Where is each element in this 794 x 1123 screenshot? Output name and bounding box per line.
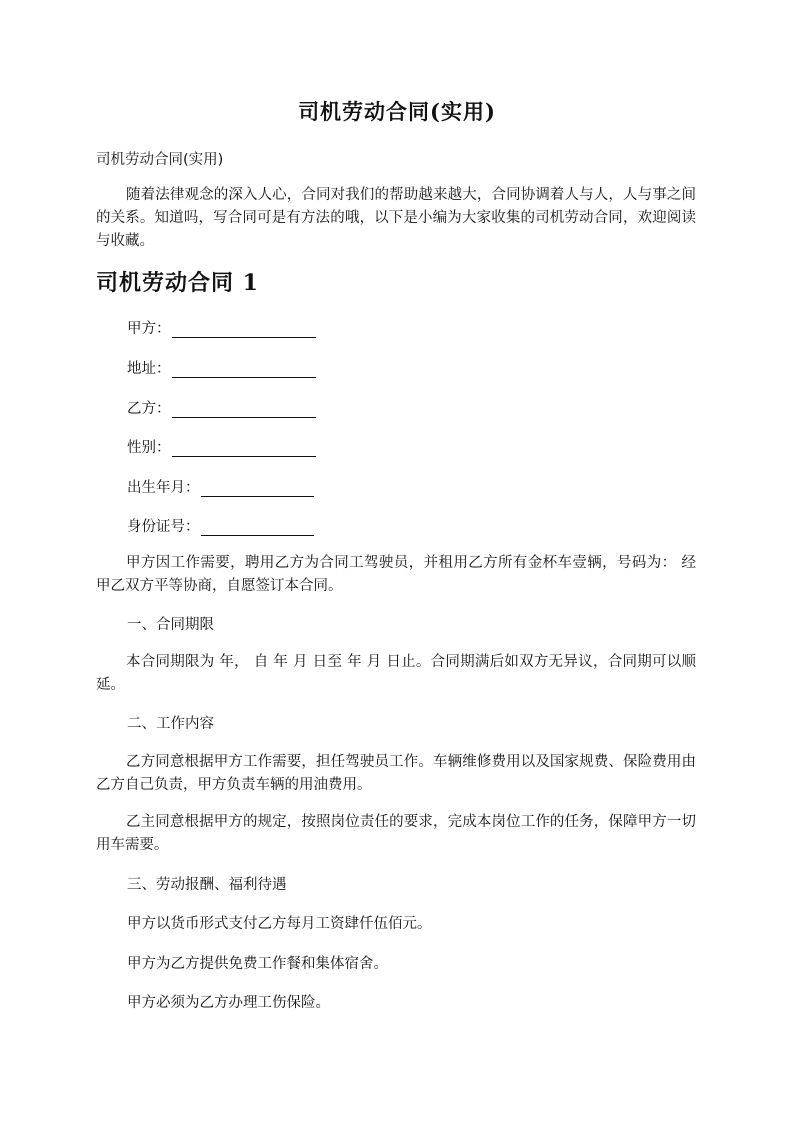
fill-blank — [172, 359, 316, 378]
field-address — [127, 356, 316, 378]
intro-paragraph: 随着法律观念的深入人心，合同对我们的帮助越来越大，合同协调着人与人，人与事之间的关系。知道吗，写合同可是有方法的哦，以下是小编为大家收集的司机劳动合同，欢迎阅读与收藏。 — [96, 187, 696, 249]
field-birth-date — [127, 475, 314, 497]
clause-heading-term: 一、合同期限 — [127, 617, 214, 633]
fill-blank — [201, 517, 314, 536]
document-subtitle: 司机劳动合同(实用) — [96, 152, 224, 168]
field-gender — [127, 435, 316, 457]
field-party-b — [127, 396, 316, 418]
field-label: 地址： — [127, 361, 171, 377]
field-label: 性别： — [127, 440, 171, 456]
field-label: 甲方： — [127, 321, 171, 337]
pay-paragraph-3: 甲方必须为乙方办理工伤保险。 — [127, 995, 330, 1011]
clause-heading-pay: 三、劳动报酬、福利待遇 — [127, 877, 287, 893]
clause-heading-work: 二、工作内容 — [127, 716, 214, 732]
fill-blank — [172, 438, 316, 457]
field-party-a — [127, 316, 316, 338]
fill-blank — [172, 319, 316, 338]
term-paragraph: 本合同期限为 年， 自 年 月 日至 年 月 日止。合同期满后如双方无异议，合同期可以顺延。 — [96, 654, 696, 693]
fill-blank — [201, 478, 314, 497]
pay-paragraph-1: 甲方以货币形式支付乙方每月工资肆仟伍佰元。 — [127, 916, 432, 932]
field-label: 乙方： — [127, 401, 171, 417]
work-paragraph-2: 乙主同意根据甲方的规定，按照岗位责任的要求，完成本岗位工作的任务，保障甲方一切用车需要。 — [96, 814, 696, 853]
field-label: 出生年月： — [127, 480, 200, 496]
document-title: 司机劳动合同(实用) — [298, 99, 496, 124]
hire-paragraph: 甲方因工作需要，聘用乙方为合同工驾驶员，并租用乙方所有金杯车壹辆，号码为： 经甲乙双方平等协商，自愿签订本合同。 — [96, 555, 696, 594]
pay-paragraph-2: 甲方为乙方提供免费工作餐和集体宿舍。 — [127, 956, 388, 972]
field-id-number — [127, 514, 314, 536]
fill-blank — [172, 399, 316, 418]
section-heading: 司机劳动合同 1 — [96, 270, 259, 296]
field-label: 身份证号： — [127, 519, 200, 535]
work-paragraph-1: 乙方同意根据甲方工作需要，担任驾驶员工作。车辆维修费用以及国家规费、保险费用由乙方自己负责，甲方负责车辆的用油费用。 — [96, 754, 696, 793]
